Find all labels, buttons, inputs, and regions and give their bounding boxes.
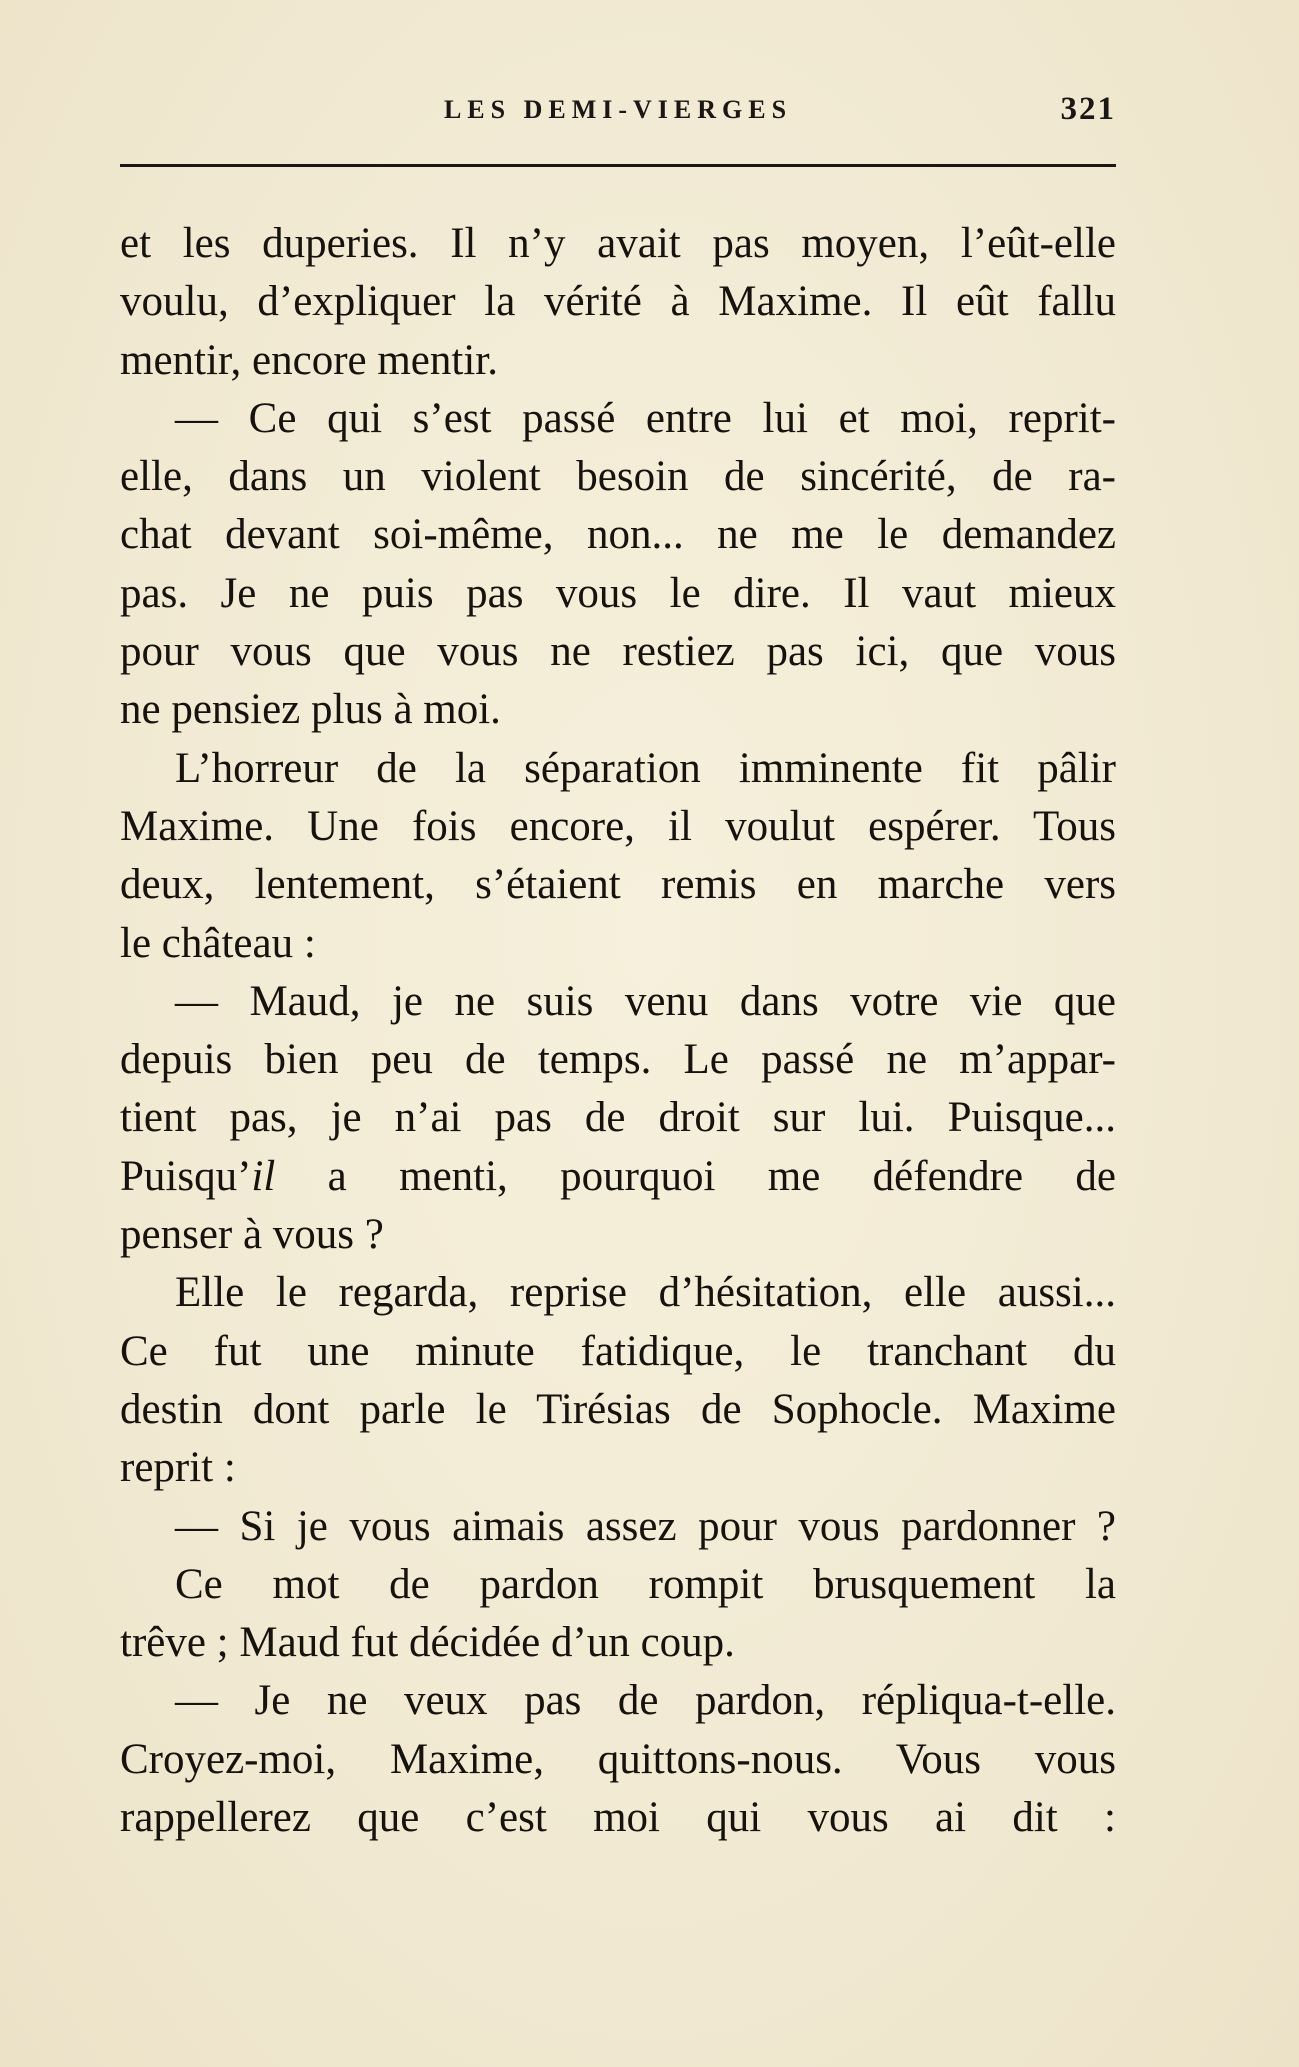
text-line: elle, dans un violent besoin de sincérité, de ra- <box>120 453 1116 501</box>
running-head <box>120 91 1116 145</box>
italic-word: il <box>251 1152 276 1200</box>
text-line: Elle le regarda, reprise d’hésitation, elle aussi... <box>175 1269 1116 1317</box>
body-text <box>120 215 1116 1847</box>
text-line: chat devant soi-même, non... ne me le demandez <box>120 511 1116 559</box>
text-line: trêve ; Maud fut décidée d’un coup. <box>120 1619 735 1667</box>
text-line: — Maud, je ne suis venu dans votre vie que <box>175 977 1116 1025</box>
text-line: Croyez-moi, Maxime, quittons-nous. Vous vous <box>120 1735 1116 1783</box>
text-line: pas. Je ne puis pas vous le dire. Il vaut mieux <box>120 569 1116 617</box>
header-rule <box>120 164 1116 167</box>
text-line: — Je ne veux pas de pardon, répliqua-t-elle. <box>175 1677 1116 1725</box>
text-line: et les duperies. Il n’y avait pas moyen, l’eût-elle <box>120 220 1116 267</box>
text-line: le château : <box>120 919 316 967</box>
text-line: reprit : <box>120 1444 236 1492</box>
text-line: tient pas, je n’ai pas de droit sur lui. Puisque... <box>120 1094 1116 1142</box>
page-number: 321 <box>1060 91 1116 127</box>
text-line: pour vous que vous ne restiez pas ici, que vous <box>120 628 1116 676</box>
text-line <box>120 1148 1116 1206</box>
text-line-part: a menti, pourquoi me défendre de <box>275 1152 1116 1200</box>
text-line: depuis bien peu de temps. Le passé ne m’appar- <box>120 1036 1116 1084</box>
running-title: LES DEMI-VIERGES <box>443 95 793 124</box>
text-line: deux, lentement, s’étaient remis en marche vers <box>120 861 1116 909</box>
text-line: — Si je vous aimais assez pour vous pardonner ? <box>175 1502 1116 1550</box>
text-line: Ce fut une minute fatidique, le tranchant du <box>120 1327 1116 1375</box>
text-line: Maxime. Une fois encore, il voulut espérer. Tous <box>120 802 1116 850</box>
text-line-part: Puisqu’ <box>120 1152 252 1200</box>
text-line: ne pensiez plus à moi. <box>120 686 501 734</box>
text-line: rappellerez que c’est moi qui vous ai dit : <box>120 1794 1116 1842</box>
text-line: mentir, encore mentir. <box>120 336 498 384</box>
text-line: Ce mot de pardon rompit brusquement la <box>175 1560 1116 1608</box>
text-line: penser à vous ? <box>120 1211 384 1259</box>
text-line: voulu, d’expliquer la vérité à Maxime. Il eût fallu <box>120 278 1116 326</box>
text-line: — Ce qui s’est passé entre lui et moi, reprit- <box>175 394 1116 442</box>
text-line: destin dont parle le Tirésias de Sophocle. Maxime <box>120 1385 1116 1433</box>
text-line: L’horreur de la séparation imminente fit pâlir <box>175 744 1116 792</box>
